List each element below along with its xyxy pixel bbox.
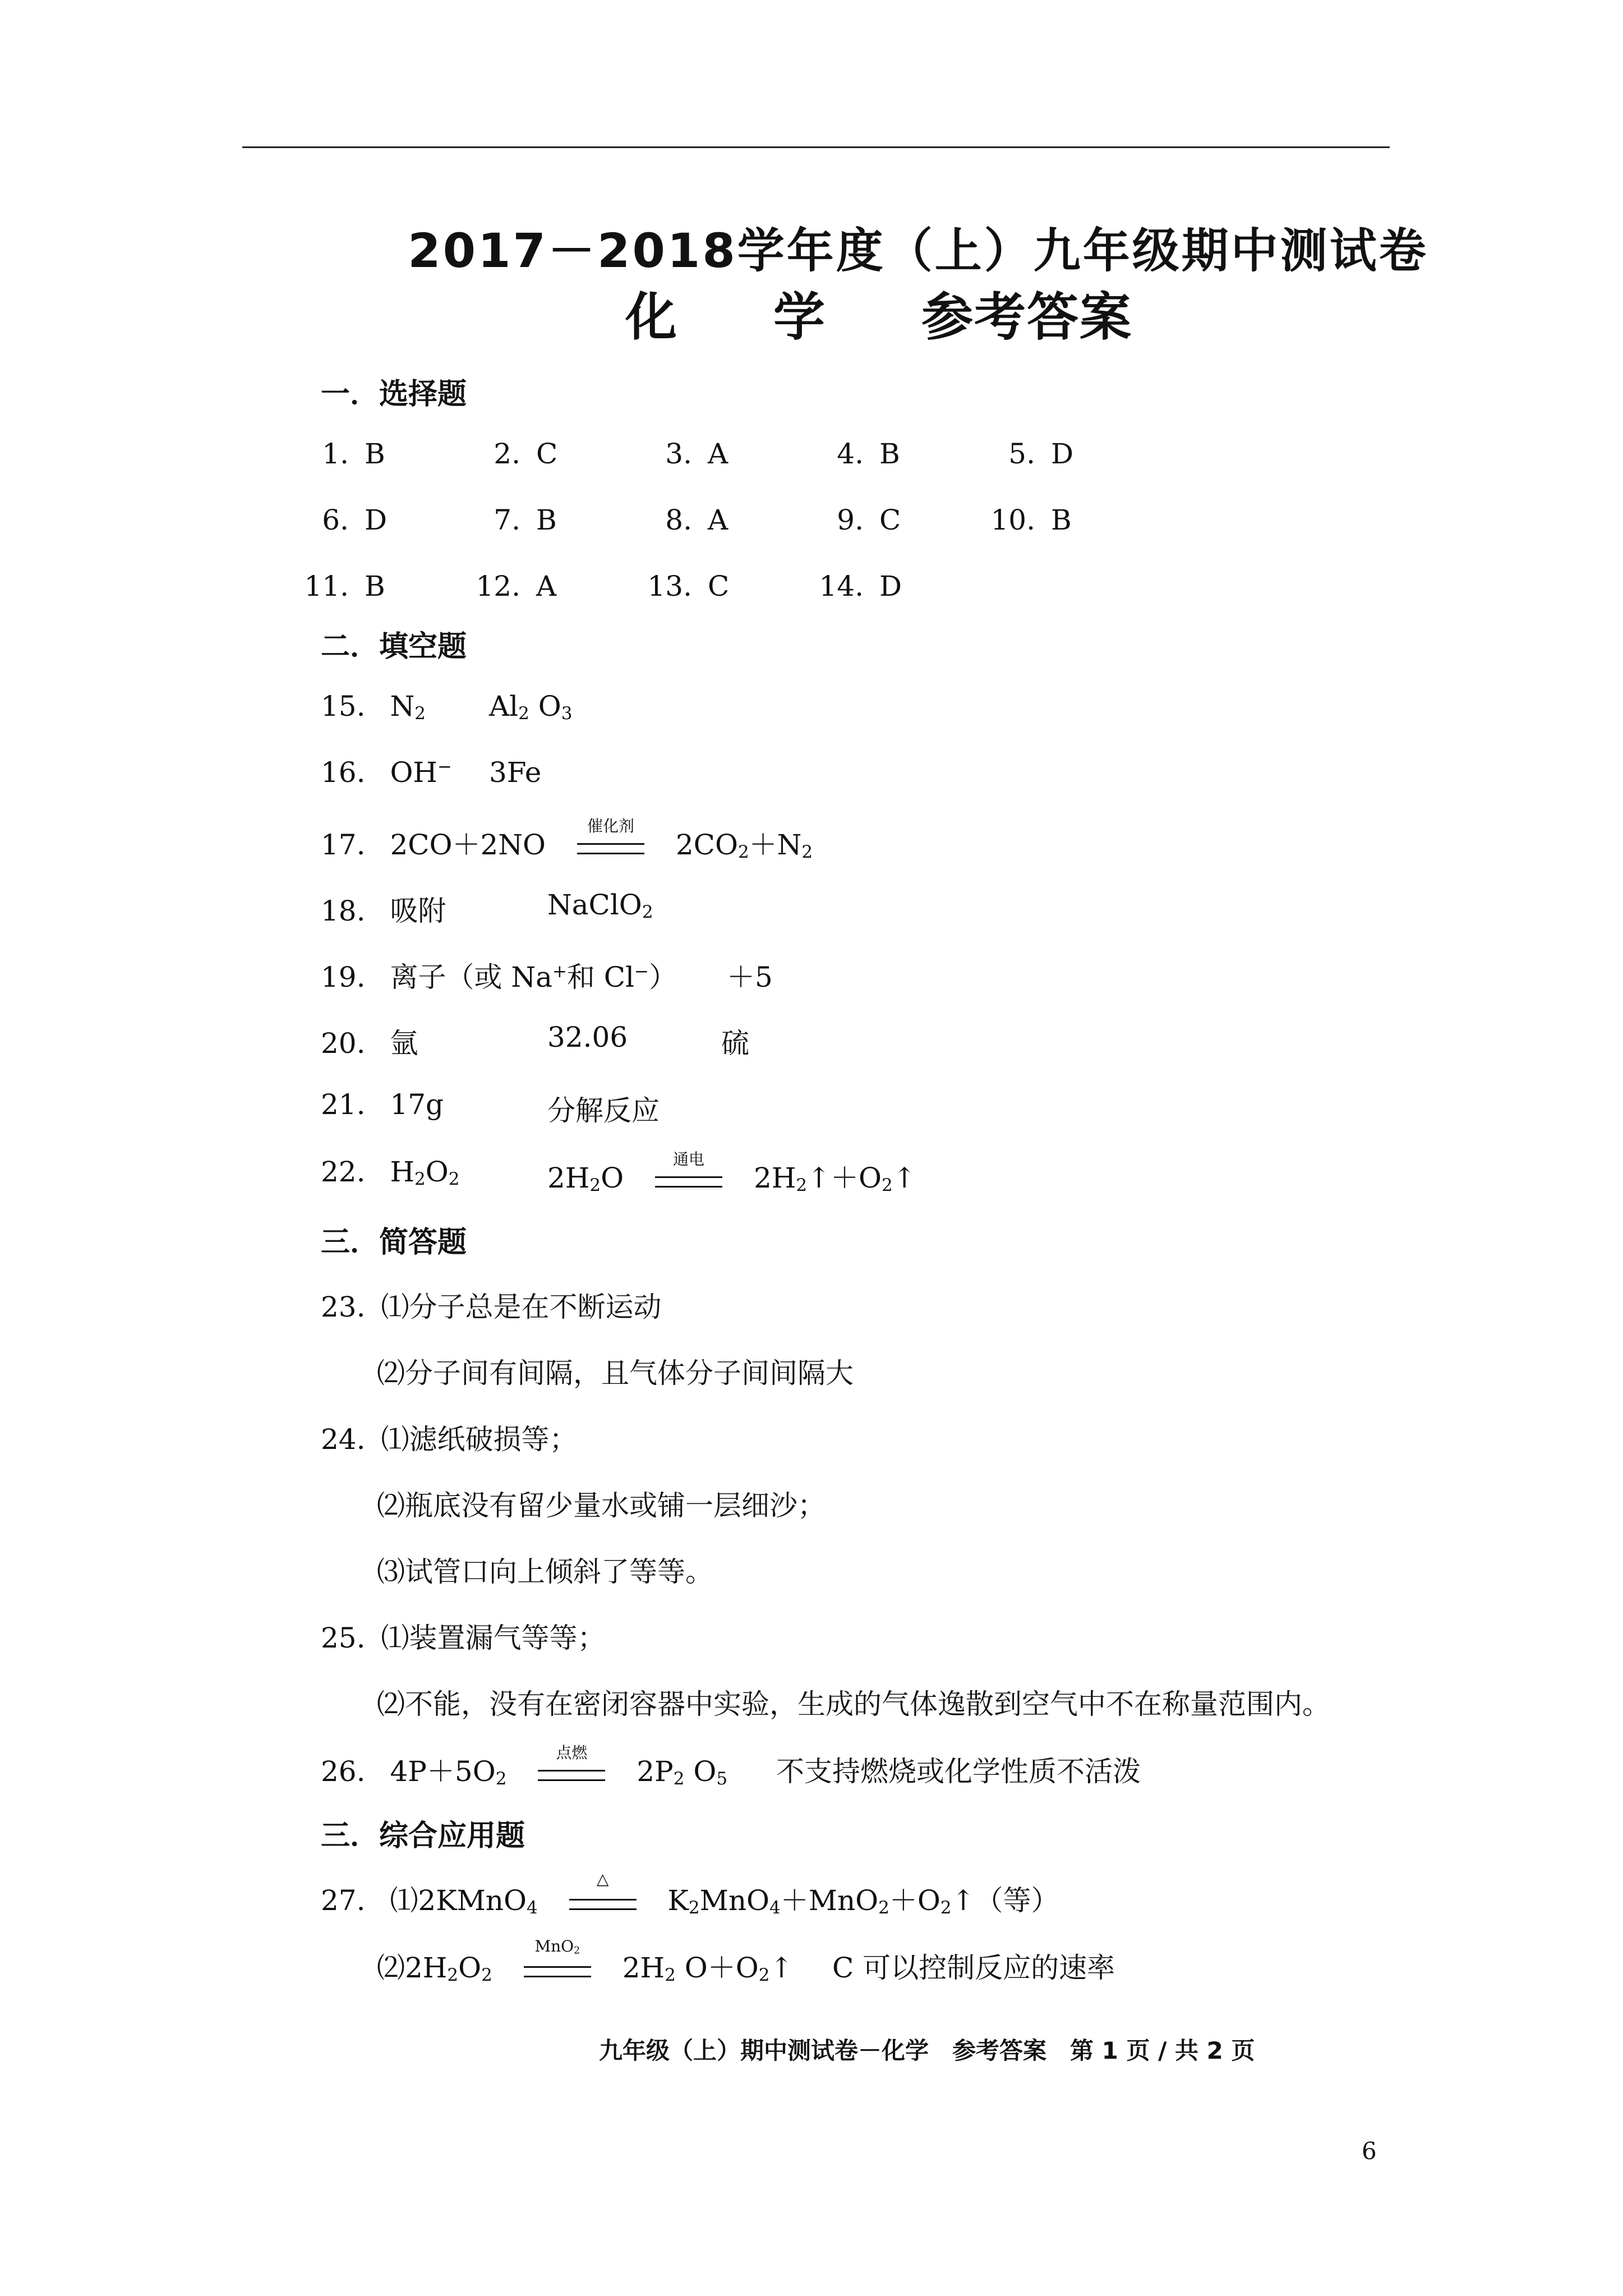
top-rule [242,146,1390,148]
choice-answer-item [642,570,729,602]
answer-letter: D [879,570,902,602]
question-number: 6. [322,504,349,536]
answer-22: 22. $H_2O_2$ $2H_2O$ 通电 $2H_2↑+O_2↑$ [321,1150,916,1196]
question-number: 12. [476,570,520,602]
choice-answer-item [642,504,728,536]
choice-answer-item [298,504,387,536]
question-number: 13. [647,570,692,602]
choice-answer-item [298,570,385,602]
answer-letter: A [536,570,557,602]
choice-answer-item [470,570,556,602]
question-number: 14. [819,570,864,602]
choice-answer-item [470,504,557,536]
choice-answer-item [813,504,901,536]
question-number: 7. [494,504,520,536]
equation-arrow: 通电 [655,1173,722,1188]
answer-letter: C [536,438,558,470]
answer-27-line2: $⑵2H_2O_2$ MnO$_2$ $2H_2$ $O+O_2↑$ C 可以控制反应的速率 [377,1937,1115,1986]
choice-answer-item [298,438,385,470]
document-subtitle: 化 学 参考答案 [625,287,1133,347]
choice-answer-item [813,438,900,470]
choice-answer-item [985,504,1072,536]
answer-15: 15. $N_2$ $Al_2$ $O_3$ [321,690,573,724]
answer-27-line1: 27. ⑴2KMnO$_4$ △ $K_2MnO_4+MnO_2+O_2↑$（等） [321,1870,1059,1918]
answer-letter: D [1051,438,1074,470]
document-title: 2017－2018学年度（上）九年级期中测试卷 [408,223,1428,278]
equation-arrow: △ [569,1895,637,1910]
page-number: 6 [1362,2137,1377,2165]
answer-letter: B [536,504,557,536]
answer-17: 17. 2CO＋2NO 催化剂 $2CO_2+N_2$ [321,817,813,863]
question-number: 10. [990,504,1035,536]
answer-25-line2: ⑵不能，没有在密闭容器中实验，生成的气体逸散到空气中不在称量范围内。 [377,1688,1330,1720]
answer-16: 16. OH− 3Fe [321,756,542,789]
answer-19: 19. 离子（或 Na+和 Cl−） ＋5 [321,961,773,993]
question-number: 8. [665,504,692,536]
section-heading-fill: 二．填空题 [321,630,467,664]
choice-answer-item [470,438,557,470]
answer-letter: B [1051,504,1072,536]
answer-21: 21. 17g 分解反应 [321,1088,660,1127]
answer-26: 26. $4P+5O_2$ 点燃 $2P_2$ $O_5$ 不支持燃烧或化学性质不活泼 [321,1743,1141,1789]
choice-answer-item [985,438,1073,470]
choice-answer-item [813,570,902,602]
question-number: 4. [837,438,864,470]
answer-letter: B [365,570,385,602]
section-heading-application: 三．综合应用题 [321,1819,525,1853]
page-footer: 九年级（上）期中测试卷－化学 参考答案 第 1 页 / 共 2 页 [599,2037,1255,2064]
answer-letter: C [879,504,901,536]
section-heading-short: 三．简答题 [321,1226,467,1259]
answer-20: 20. 氩 32.06 硫 [321,1021,749,1060]
answer-letter: B [879,438,900,470]
answer-letter: A [708,504,728,536]
answer-25-line1: 25. ⑴装置漏气等等； [321,1622,606,1654]
question-number: 5. [1008,438,1035,470]
choice-answer-item [642,438,728,470]
section-heading-choice: 一．选择题 [321,378,467,411]
answer-letter: D [365,504,388,536]
question-number: 11. [304,570,349,602]
answer-24-line1: 24. ⑴滤纸破损等； [321,1423,578,1456]
answer-18: 18. 吸附 NaClO$_2$ [321,889,653,927]
question-number: 9. [837,504,864,536]
question-number: 2. [494,438,520,470]
equation-arrow: 催化剂 [577,840,644,854]
equation-arrow: MnO$_2$ [524,1963,591,1977]
answer-letter: B [365,438,385,470]
answer-23-line1: 23. ⑴分子总是在不断运动 [321,1291,662,1323]
answer-23-line2: ⑵分子间有间隔，且气体分子间间隔大 [377,1357,854,1389]
equation-arrow: 点燃 [538,1766,605,1781]
answer-24-line3: ⑶试管口向上倾斜了等等。 [377,1556,713,1588]
question-number: 3. [665,438,692,470]
answer-letter: A [708,438,728,470]
question-number: 1. [322,438,349,470]
answer-24-line2: ⑵瓶底没有留少量水或铺一层细沙； [377,1489,826,1522]
answer-letter: C [708,570,730,602]
